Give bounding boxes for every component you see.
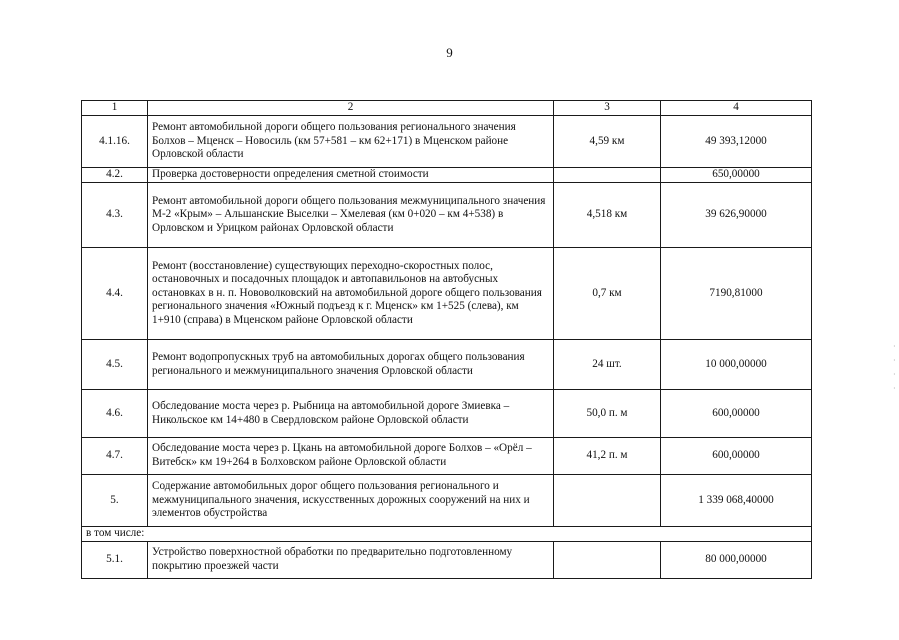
- header-col-3: 3: [554, 101, 661, 116]
- row-description: Ремонт автомобильной дороги общего пользования межмуниципального значения М-2 «Крым» – Альшанские Выселки – Хмелевая (км 0+020 – км 4+538) в Орловском и Урицком районах Орловской области: [148, 183, 554, 248]
- row-number: 5.1.: [82, 541, 148, 578]
- scan-margin-marks: · · · ·: [893, 342, 896, 393]
- row-unit: 0,7 км: [554, 248, 661, 340]
- table-row: [82, 168, 812, 183]
- row-description: Проверка достоверности определения сметной стоимости: [148, 168, 554, 183]
- row-number: 4.6.: [82, 390, 148, 438]
- page-number: 9: [446, 45, 453, 60]
- row-unit: 50,0 п. м: [554, 390, 661, 438]
- row-amount: 80 000,00000: [661, 541, 812, 578]
- table-row: [82, 248, 812, 340]
- row-amount: 600,00000: [661, 438, 812, 475]
- row-description: Обследование моста через р. Цкань на автомобильной дороге Болхов – «Орёл – Витебск» км 19+264 в Болховском районе Орловской области: [148, 438, 554, 475]
- header-col-4: 4: [661, 101, 812, 116]
- row-amount: 10 000,00000: [661, 340, 812, 390]
- table-row: [82, 475, 812, 527]
- row-amount: 7190,81000: [661, 248, 812, 340]
- table-subheader-row: [82, 527, 812, 542]
- row-unit: [554, 168, 661, 183]
- row-amount: 600,00000: [661, 390, 812, 438]
- row-unit: [554, 541, 661, 578]
- row-number: 4.1.16.: [82, 116, 148, 168]
- row-amount: 39 626,90000: [661, 183, 812, 248]
- row-number: 4.3.: [82, 183, 148, 248]
- table-row: [82, 340, 812, 390]
- header-col-1: 1: [82, 101, 148, 116]
- row-description: Ремонт (восстановление) существующих переходно-скоростных полос, остановочных и посадочных площадок и автопавильонов на автобусных остановках в н. п. Нововолковский на автомобильной дороге общего пользования регионального значения «Южный подъезд к г. Мценск» км 1+525 (слева), км 1+910 (справа) в Мценском районе Орловской области: [148, 248, 554, 340]
- budget-table: [81, 100, 812, 579]
- row-description: Ремонт автомобильной дороги общего пользования регионального значения Болхов – Мценск – Новосиль (км 57+581 – км 62+171) в Мценском районе Орловской области: [148, 116, 554, 168]
- row-number: 4.4.: [82, 248, 148, 340]
- row-amount: 650,00000: [661, 168, 812, 183]
- row-amount: 1 339 068,40000: [661, 475, 812, 527]
- row-number: 4.5.: [82, 340, 148, 390]
- row-number: 4.7.: [82, 438, 148, 475]
- row-unit: [554, 475, 661, 527]
- row-description: Устройство поверхностной обработки по предварительно подготовленному покрытию проезжей части: [148, 541, 554, 578]
- row-description: Ремонт водопропускных труб на автомобильных дорогах общего пользования регионального и межмуниципального значения Орловской области: [148, 340, 554, 390]
- table-row: [82, 541, 812, 578]
- row-unit: 24 шт.: [554, 340, 661, 390]
- table-row: [82, 116, 812, 168]
- row-unit: 41,2 п. м: [554, 438, 661, 475]
- subheader-label: в том числе:: [82, 527, 812, 542]
- row-number: 5.: [82, 475, 148, 527]
- table-row: [82, 390, 812, 438]
- row-number: 4.2.: [82, 168, 148, 183]
- table-row: [82, 183, 812, 248]
- row-amount: 49 393,12000: [661, 116, 812, 168]
- header-col-2: 2: [148, 101, 554, 116]
- row-description: Обследование моста через р. Рыбница на автомобильной дороге Змиевка – Никольское км 14+480 в Свердловском районе Орловской области: [148, 390, 554, 438]
- row-description: Содержание автомобильных дорог общего пользования регионального и межмуниципального значения, искусственных дорожных сооружений на них и элементов обустройства: [148, 475, 554, 527]
- table-row: [82, 438, 812, 475]
- row-unit: 4,518 км: [554, 183, 661, 248]
- row-unit: 4,59 км: [554, 116, 661, 168]
- table-header-row: [82, 101, 812, 116]
